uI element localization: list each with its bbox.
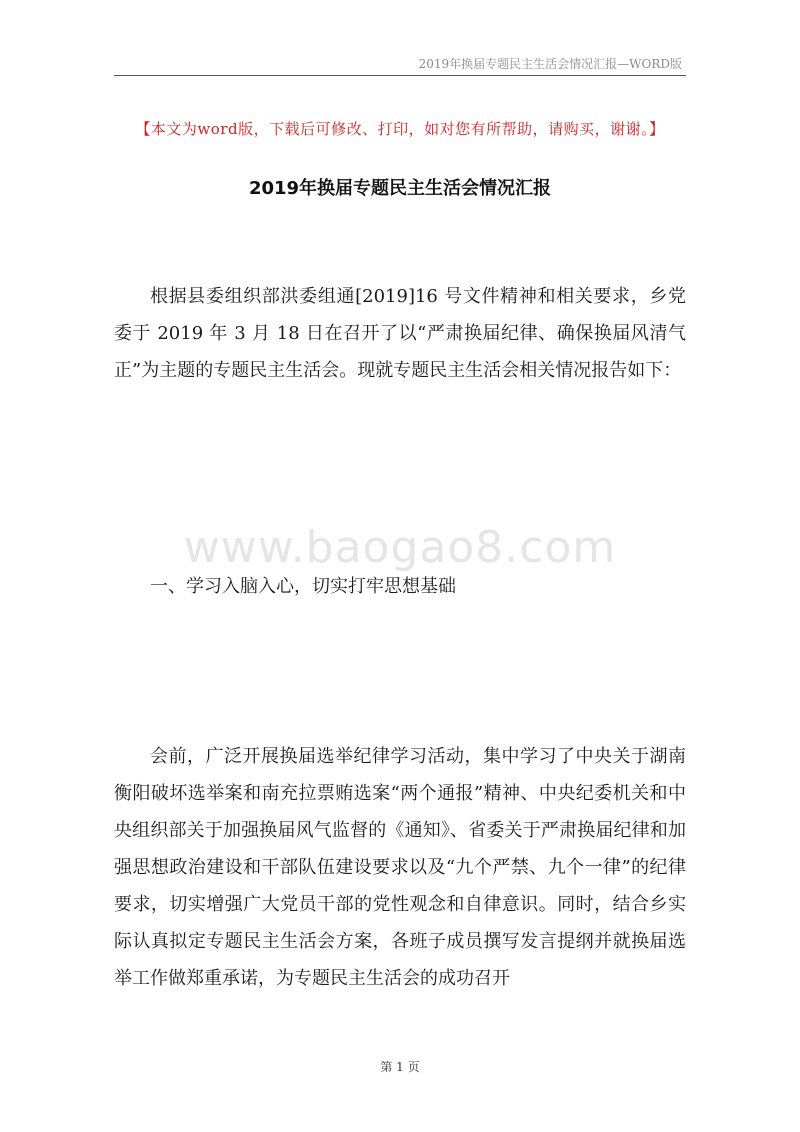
section-heading: 一、学习入脑入心，切实打牢思想基础 [150,576,456,597]
header-divider [114,75,686,76]
watermark: www.baogao8.com [183,522,617,573]
download-notice: 【本文为word版，下载后可修改、打印，如对您有所帮助，请购买，谢谢。】 [135,120,665,138]
document-title: 2019年换届专题民主生活会情况汇报 [248,178,552,199]
running-header: 2019年换届专题民主生活会情况汇报—WORD版 [418,57,682,71]
page-number: 第 1 页 [380,1060,420,1074]
intro-paragraph: 根据县委组织部洪委组通[2019]16 号文件精神和相关要求，乡党委于 2019 年 3 月 18 日在召开了以“严肃换届纪律、确保换届风清气正”为主题的专题民主生活会。现就专题民主生活会相关情况报告如下： [114,286,686,381]
body-paragraph: 会前，广泛开展换届选举纪律学习活动，集中学习了中央关于湖南衡阳破坏选举案和南充拉票贿选案“两个通报”精神、中央纪委机关和中央组织部关于加强换届风气监督的《通知》、省委关于严肃换届纪律和加强思想政治建设和干部队伍建设要求以及“九个严禁、九个一律”的纪律要求，切实增强广大党员干部的党性观念和自律意识。同时，结合乡实际认真拟定专题民主生活会方案，各班子成员撰写发言提纲并就换届选举工作做郑重承诺，为专题民主生活会的成功召开 [114,746,686,989]
